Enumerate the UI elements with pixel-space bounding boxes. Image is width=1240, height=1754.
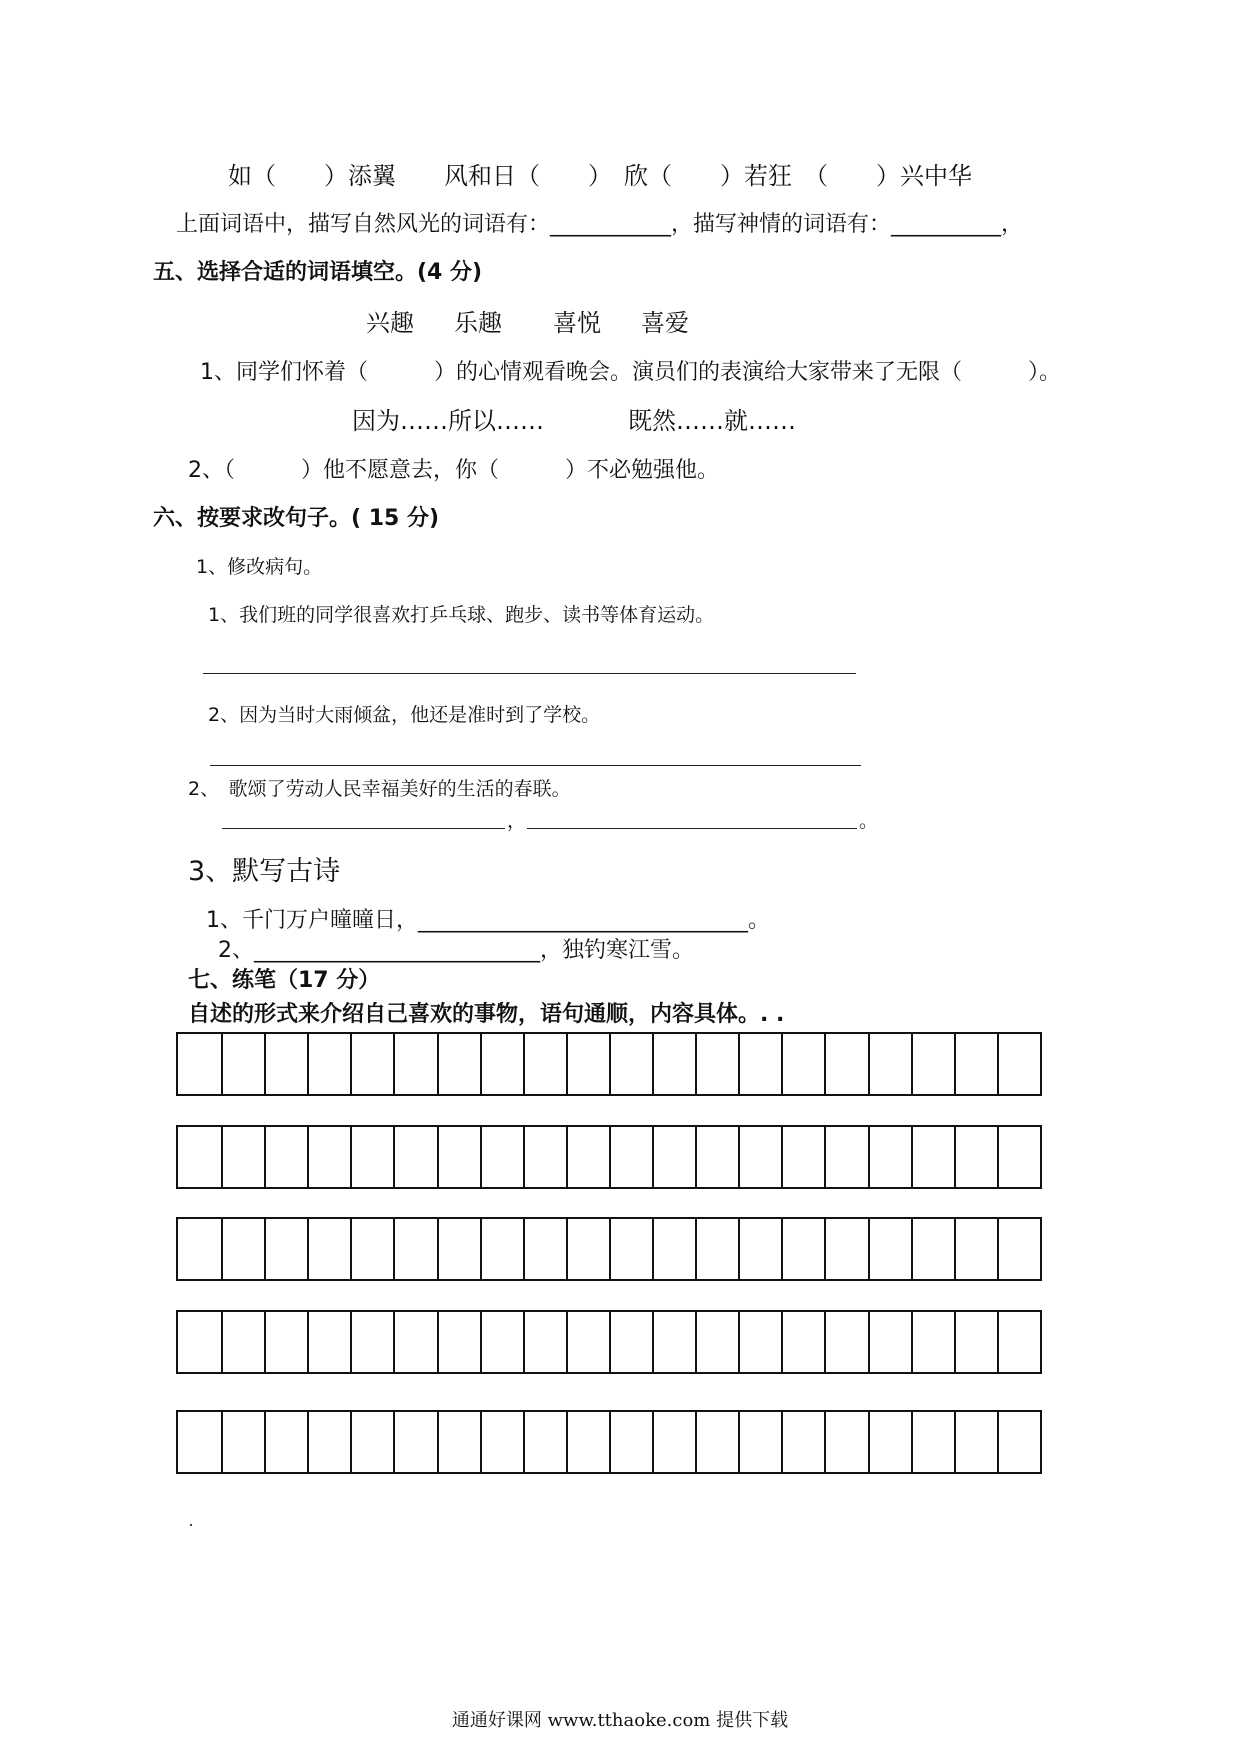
section6-sub-heading: 1、修改病句。 xyxy=(196,556,323,578)
word-option-1: 兴趣 xyxy=(366,309,414,337)
comma-mark: ， xyxy=(507,810,527,832)
writing-grid-row-2[interactable] xyxy=(176,1125,1042,1189)
poem-line-1: 1、千门万户曈曈日，______________________________。 xyxy=(206,908,770,933)
faulty-sentence-1: 1、我们班的同学很喜欢打乒乓球、跑步、读书等体育运动。 xyxy=(208,604,715,626)
footer-credit: 通通好课网 www.tthaoke.com 提供下载 xyxy=(451,1710,789,1731)
answer-line-3a[interactable] xyxy=(222,828,505,829)
couplet-sentence: 2、 歌颂了劳动人民幸福美好的生活的春联。 xyxy=(188,778,571,800)
section7-title: 七、练笔（17 分） xyxy=(188,968,381,993)
poem-line-2: 2、__________________________，独钓寒江雪。 xyxy=(218,938,694,963)
section5-title: 五、选择合适的词语填空。(4 分) xyxy=(153,260,483,285)
stray-dot xyxy=(190,1524,192,1526)
idioms-question: 上面词语中，描写自然风光的词语有：___________，描写神情的词语有：__________， xyxy=(176,212,1024,237)
word-option-3: 喜悦 xyxy=(553,309,601,337)
section5-question-2: 2、（ ）他不愿意去，你（ ）不必勉强他。 xyxy=(188,458,719,483)
writing-grid-row-5[interactable] xyxy=(176,1410,1042,1474)
writing-grid-row-3[interactable] xyxy=(176,1217,1042,1281)
poem-title: 3、默写古诗 xyxy=(188,856,341,887)
conjunction-option-1: 因为……所以…… xyxy=(352,407,544,435)
answer-line-3b[interactable] xyxy=(527,828,857,829)
writing-grid-row-4[interactable] xyxy=(176,1310,1042,1374)
conjunction-option-2: 既然……就…… xyxy=(628,407,796,435)
idioms-line: 如（ ）添翼 风和日（ ） 欣（ ）若狂 （ ）兴中华 xyxy=(228,162,972,190)
answer-line-2[interactable] xyxy=(210,765,861,766)
section5-question-1: 1、同学们怀着（ ）的心情观看晚会。演员们的表演给大家带来了无限（ ）。 xyxy=(200,360,1062,385)
word-option-2: 乐趣 xyxy=(454,309,502,337)
faulty-sentence-2: 2、因为当时大雨倾盆，他还是准时到了学校。 xyxy=(208,704,601,726)
section6-title: 六、按要求改句子。( 15 分) xyxy=(153,506,440,531)
writing-grid-row-1[interactable] xyxy=(176,1032,1042,1096)
answer-line-1[interactable] xyxy=(203,673,856,674)
section7-prompt: 自述的形式来介绍自己喜欢的事物，语句通顺，内容具体。. . xyxy=(188,1002,785,1027)
period-mark: 。 xyxy=(859,810,879,832)
word-option-4: 喜爱 xyxy=(641,309,689,337)
